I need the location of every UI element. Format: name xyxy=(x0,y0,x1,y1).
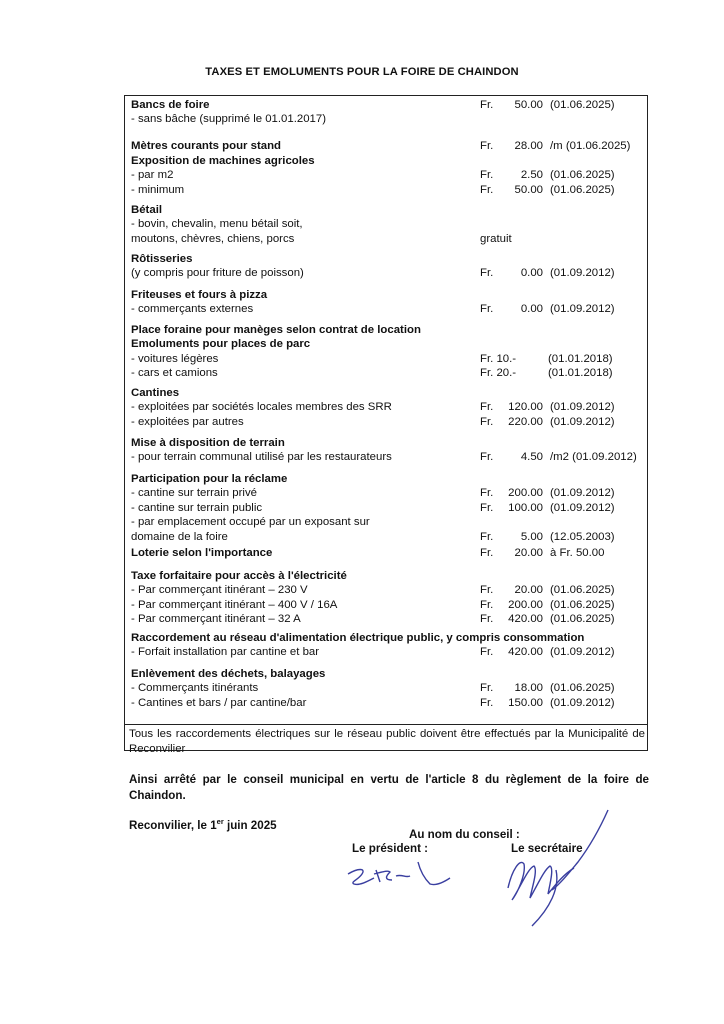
currency: Fr. xyxy=(480,140,494,152)
fee-value: Fr. 20.- xyxy=(480,367,517,380)
fee-line xyxy=(131,366,651,380)
fee-label: - minimum xyxy=(131,183,185,196)
fee-date: (01.06.2025) xyxy=(550,169,615,182)
fee-line xyxy=(131,501,651,515)
fee-amount: 18.00 xyxy=(514,682,543,695)
fee-line xyxy=(131,612,651,626)
fee-label: - cantine sur terrain privé xyxy=(131,487,257,500)
section-heading xyxy=(131,154,651,168)
currency: Fr. xyxy=(480,183,494,196)
fee-line xyxy=(131,515,651,529)
fee-line xyxy=(131,598,651,612)
fee-date: (12.05.2003) xyxy=(550,530,615,543)
currency: Fr. xyxy=(480,646,494,659)
fee-line xyxy=(131,352,651,366)
fee-amount: 200.00 xyxy=(508,487,543,500)
fee-date: (01.06.2025) xyxy=(550,598,615,611)
currency: Fr. xyxy=(480,501,494,514)
fee-label: - cantine sur terrain public xyxy=(131,501,263,514)
fee-value: gratuit xyxy=(480,232,512,245)
fee-line xyxy=(131,400,651,414)
fee-line xyxy=(131,168,651,182)
fee-date: (01.06.2025) xyxy=(550,584,615,597)
fee-line xyxy=(131,112,651,126)
fee-section xyxy=(131,386,651,429)
fee-date: (01.09.2012) xyxy=(550,696,615,709)
fee-label: Taxe forfaitaire pour accès à l'électricité xyxy=(131,570,347,582)
fee-amount: 120.00 xyxy=(508,401,543,414)
secretary-label: Le secrétaire xyxy=(511,842,583,855)
currency: Fr. xyxy=(480,584,494,597)
fee-label: - sans bâche (supprimé le 01.01.2017) xyxy=(131,113,327,126)
fee-label: - Par commerçant itinérant – 32 A xyxy=(131,613,301,626)
council-label: Au nom du conseil : xyxy=(409,828,520,841)
fee-label: Participation pour la réclame xyxy=(131,473,288,485)
fee-label: - Commerçants itinérants xyxy=(131,682,259,695)
fee-section xyxy=(131,154,651,197)
fee-line xyxy=(131,183,651,197)
currency: Fr. xyxy=(480,682,494,695)
fee-section xyxy=(131,98,651,127)
section-heading xyxy=(131,546,651,560)
fee-amount: 4.50 xyxy=(520,451,543,464)
section-heading xyxy=(131,323,651,337)
fee-amount: 0.00 xyxy=(520,267,543,280)
fee-label: Friteuses et fours à pizza xyxy=(131,289,268,301)
fee-line xyxy=(131,415,651,429)
fee-amount: 50.00 xyxy=(514,183,543,196)
fee-label: Loterie selon l'importance xyxy=(131,547,273,559)
fee-amount: 220.00 xyxy=(508,415,543,428)
fee-section xyxy=(131,546,651,560)
fee-line xyxy=(131,530,651,544)
fee-date: (01.09.2012) xyxy=(550,415,615,428)
fee-label: Exposition de machines agricoles xyxy=(131,155,315,167)
currency: Fr. xyxy=(480,99,494,111)
fee-section xyxy=(131,203,651,246)
fee-label: - Par commerçant itinérant – 230 V xyxy=(131,584,308,597)
fee-amount: 150.00 xyxy=(508,696,543,709)
fee-date: (01.09.2012) xyxy=(550,267,615,280)
president-label: Le président : xyxy=(352,842,429,855)
currency: Fr. xyxy=(480,451,494,464)
fee-line xyxy=(131,681,651,695)
fee-label: - exploitées par sociétés locales membres des SRR xyxy=(131,401,392,414)
fee-value: Fr. 10.- xyxy=(480,352,517,365)
fee-date: (01.06.2025) xyxy=(550,682,615,695)
fee-label: domaine de la foire xyxy=(131,530,228,543)
fee-date: (01.01.2018) xyxy=(548,367,613,380)
place-and-date xyxy=(129,817,277,832)
fee-section xyxy=(131,139,651,153)
table-divider xyxy=(125,724,647,725)
fee-line xyxy=(131,450,651,464)
fee-amount: 420.00 xyxy=(508,646,543,659)
section-heading xyxy=(131,386,651,400)
fee-section xyxy=(131,569,651,627)
fee-date: /m2 (01.09.2012) xyxy=(550,451,637,464)
currency: Fr. xyxy=(480,267,494,280)
section-heading xyxy=(131,98,651,112)
fee-amount: 2.50 xyxy=(520,169,543,182)
fee-date: (01.06.2025) xyxy=(550,99,615,111)
section-heading xyxy=(131,569,651,583)
fee-label: - Cantines et bars / par cantine/bar xyxy=(131,696,307,709)
currency: Fr. xyxy=(480,598,494,611)
fee-label: Mise à disposition de terrain xyxy=(131,437,285,449)
fee-line xyxy=(131,217,651,231)
fee-section xyxy=(131,436,651,465)
fee-section xyxy=(131,667,651,710)
currency: Fr. xyxy=(480,401,494,414)
section-heading xyxy=(131,667,651,681)
section-heading xyxy=(131,472,651,486)
fee-section xyxy=(131,323,651,381)
currency: Fr. xyxy=(480,530,494,543)
section-heading xyxy=(131,139,651,153)
currency: Fr. xyxy=(480,547,494,559)
section-heading xyxy=(131,436,651,450)
fee-section xyxy=(131,631,651,660)
fee-date: (01.01.2018) xyxy=(548,352,613,365)
electrical-note: Tous les raccordements électriques sur le réseau public doivent être effectués par la Municipalité de Reconvilier xyxy=(129,728,645,755)
closing-statement: Ainsi arrêté par le conseil municipal en vertu de l'article 8 du règlement de la foire de Chaindon. xyxy=(129,773,649,802)
fee-label: - exploitées par autres xyxy=(131,415,244,428)
fee-label: - Forfait installation par cantine et bar xyxy=(131,646,320,659)
fee-amount: 20.00 xyxy=(514,547,543,559)
fee-label: Enlèvement des déchets, balayages xyxy=(131,668,326,680)
fee-date: /m (01.06.2025) xyxy=(550,140,631,152)
fee-amount: 420.00 xyxy=(508,613,543,626)
fee-line xyxy=(131,232,651,246)
fee-date: (01.09.2012) xyxy=(550,646,615,659)
fee-line xyxy=(131,645,651,659)
place-date-ordinal: er xyxy=(216,817,224,826)
fee-label: - par emplacement occupé par un exposant sur xyxy=(131,516,370,529)
currency: Fr. xyxy=(480,415,494,428)
fee-label: Emoluments pour places de parc xyxy=(131,338,311,351)
fee-amount: 20.00 xyxy=(514,584,543,597)
fee-label: - par m2 xyxy=(131,169,174,182)
document-title: TAXES ET EMOLUMENTS POUR LA FOIRE DE CHAINDON xyxy=(205,66,519,78)
place-date-suffix: juin 2025 xyxy=(223,819,277,832)
fee-amount: 5.00 xyxy=(520,530,543,543)
place-date-prefix: Reconvilier, le 1 xyxy=(129,819,217,832)
fee-amount: 200.00 xyxy=(508,598,543,611)
fee-section xyxy=(131,288,651,317)
fee-label: moutons, chèvres, chiens, porcs xyxy=(131,232,295,245)
fee-label: Place foraine pour manèges selon contrat de location xyxy=(131,324,421,336)
secretary-signature xyxy=(490,808,620,938)
fee-amount: 100.00 xyxy=(508,501,543,514)
currency: Fr. xyxy=(480,303,494,316)
fee-amount: 0.00 xyxy=(520,303,543,316)
fee-date: (01.09.2012) xyxy=(550,487,615,500)
currency: Fr. xyxy=(480,487,494,500)
section-heading xyxy=(131,288,651,302)
section-heading xyxy=(131,631,651,645)
president-signature xyxy=(340,856,460,896)
fee-label: Rôtisseries xyxy=(131,253,193,265)
fee-amount: 28.00 xyxy=(514,140,543,152)
currency: Fr. xyxy=(480,613,494,626)
fee-label: Raccordement au réseau d'alimentation électrique public, y compris consommation xyxy=(131,632,585,644)
fee-date: (01.09.2012) xyxy=(550,401,615,414)
fee-line xyxy=(131,266,651,280)
fee-section xyxy=(131,472,651,544)
fee-label: Mètres courants pour stand xyxy=(131,140,282,152)
section-heading xyxy=(131,203,651,217)
fee-section xyxy=(131,252,651,281)
section-heading xyxy=(131,252,651,266)
fee-line xyxy=(131,486,651,500)
fee-line xyxy=(131,302,651,316)
fee-label: Bétail xyxy=(131,204,163,216)
fee-date: (01.09.2012) xyxy=(550,303,615,316)
fee-date: à Fr. 50.00 xyxy=(550,547,605,559)
fee-date: (01.09.2012) xyxy=(550,501,615,514)
fee-line xyxy=(131,583,651,597)
fee-label: - bovin, chevalin, menu bétail soit, xyxy=(131,218,303,231)
currency: Fr. xyxy=(480,696,494,709)
fee-label: - pour terrain communal utilisé par les restaurateurs xyxy=(131,451,392,464)
fee-table xyxy=(124,95,648,755)
section-heading xyxy=(131,337,651,351)
fee-date: (01.06.2025) xyxy=(550,613,615,626)
fee-label: - Par commerçant itinérant – 400 V / 16A xyxy=(131,598,338,611)
fee-label: Bancs de foire xyxy=(131,99,210,111)
fee-label: - commerçants externes xyxy=(131,303,254,316)
fee-label: - cars et camions xyxy=(131,367,218,380)
fee-label: (y compris pour friture de poisson) xyxy=(131,267,304,280)
fee-label: Cantines xyxy=(131,387,180,399)
fee-line xyxy=(131,696,651,710)
fee-label: - voitures légères xyxy=(131,352,219,365)
fee-date: (01.06.2025) xyxy=(550,183,615,196)
fee-amount: 50.00 xyxy=(514,99,543,111)
currency: Fr. xyxy=(480,169,494,182)
